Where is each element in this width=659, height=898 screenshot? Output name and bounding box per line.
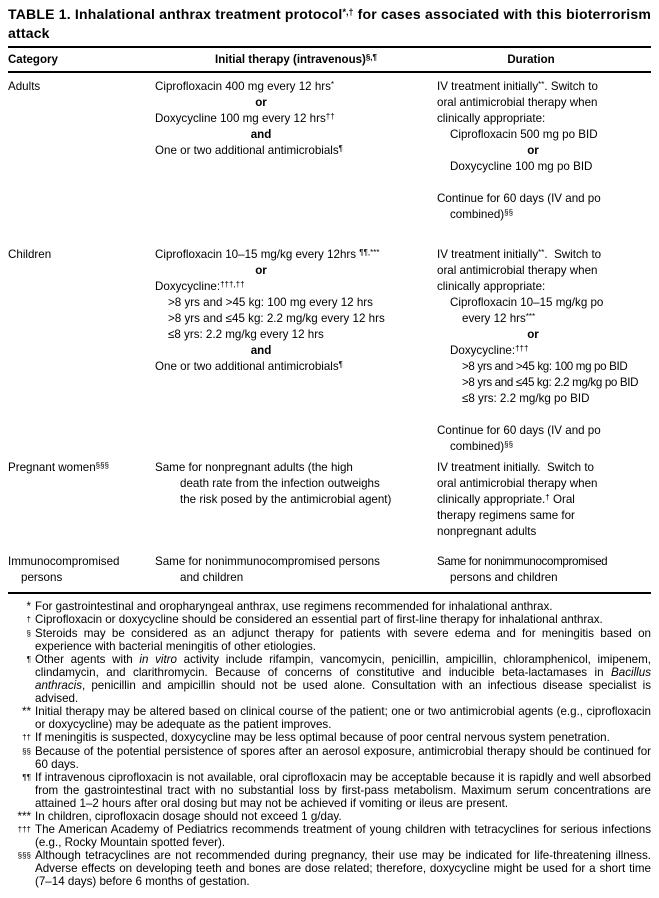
text-run: Doxycycline 100 mg every 12 hrs bbox=[155, 112, 326, 125]
superscript-marker: ¶ bbox=[338, 143, 343, 153]
table-body bbox=[8, 73, 651, 586]
text-line bbox=[155, 359, 437, 375]
text-run: IV treatment initially. Switch to bbox=[437, 461, 595, 474]
text-line bbox=[437, 143, 629, 159]
text-line bbox=[437, 570, 651, 586]
text-run: , penicillin and ampicillin should not be used alone. Consultation with an infectious disease specialist is advised. bbox=[35, 679, 651, 705]
text-run: activity include rifampin, vancomycin, penicillin, ampicillin, chloramphenicol, imipenem, clindamycin, and clarithromycin. Because of concerns of constitutive and inducible beta-lactamases in bbox=[35, 653, 651, 679]
text-line bbox=[437, 492, 651, 508]
text-run: or bbox=[255, 264, 267, 277]
text-line bbox=[437, 159, 651, 175]
text-line bbox=[437, 554, 651, 570]
text-line bbox=[155, 143, 437, 159]
text-line bbox=[437, 247, 651, 263]
footnote-marker bbox=[8, 600, 35, 613]
text-run: combined) bbox=[450, 440, 505, 453]
text-run: or bbox=[527, 328, 539, 341]
text-run: Continue for 60 days (IV and po bbox=[437, 424, 601, 437]
text-line bbox=[437, 476, 651, 492]
text-run: The American Academy of Pediatrics recommends treatment of young children with tetracyclines for serious infections (e.g., Rocky Mountain spotted fever). bbox=[35, 823, 651, 849]
text-run: Same for nonimmunocompromised persons bbox=[155, 555, 380, 568]
text-run: >8 yrs and ≤45 kg: 2.2 mg/kg po BID bbox=[462, 376, 639, 389]
cell-duration bbox=[437, 79, 651, 223]
footnote-marker bbox=[8, 745, 35, 771]
cell-category bbox=[8, 554, 155, 586]
text-run: Same for nonimmunocompromised bbox=[437, 555, 608, 568]
footnote-marker bbox=[8, 771, 35, 810]
text-run: or bbox=[527, 144, 539, 157]
superscript-marker: ** bbox=[538, 247, 545, 257]
table-row-children bbox=[8, 247, 651, 455]
text-run: ≤8 yrs: 2.2 mg/kg every 12 hrs bbox=[168, 328, 324, 341]
text-line bbox=[155, 279, 437, 295]
superscript-marker: † bbox=[545, 492, 550, 502]
cell-category bbox=[8, 79, 155, 223]
footnote-text bbox=[35, 810, 651, 823]
footnote-marker bbox=[8, 731, 35, 745]
text-run: Immunocompromised bbox=[8, 555, 120, 568]
text-line bbox=[8, 554, 155, 570]
superscript-marker: * bbox=[330, 79, 335, 89]
superscript-marker: ** bbox=[538, 79, 545, 89]
text-run: Ciprofloxacin 400 mg every 12 hrs bbox=[155, 80, 331, 93]
text-run: ≤8 yrs: 2.2 mg/kg po BID bbox=[462, 392, 590, 405]
cell-category bbox=[8, 460, 155, 540]
text-line bbox=[437, 407, 651, 423]
text-run: Pregnant women bbox=[8, 461, 96, 474]
superscript-marker: †† bbox=[325, 111, 335, 121]
footnote bbox=[8, 771, 651, 810]
footnote-text bbox=[35, 653, 651, 705]
superscript-marker: §§§ bbox=[95, 460, 110, 470]
text-run: Initial therapy (intravenous) bbox=[215, 54, 366, 66]
text-line bbox=[437, 175, 651, 191]
text-run: and bbox=[250, 128, 272, 141]
text-line bbox=[437, 327, 629, 343]
text-line bbox=[155, 311, 437, 327]
footnote-text bbox=[35, 600, 651, 613]
footnote bbox=[8, 613, 651, 627]
text-run: for cases associated with this bioterrorism attack bbox=[8, 6, 651, 41]
superscript-marker: §,¶ bbox=[365, 52, 377, 62]
text-run: oral antimicrobial therapy when bbox=[437, 264, 598, 277]
footnote-marker bbox=[8, 653, 35, 705]
text-run: Doxycycline: bbox=[155, 280, 221, 293]
footnote-text bbox=[35, 745, 651, 771]
text-run: TABLE 1. Inhalational anthrax treatment protocol bbox=[8, 6, 343, 22]
footnote-marker-glyph: † bbox=[26, 615, 31, 624]
text-run: therapy regimens same for bbox=[437, 509, 575, 522]
superscript-marker: †††,†† bbox=[220, 279, 245, 289]
footnote-text bbox=[35, 849, 651, 888]
text-line bbox=[437, 439, 651, 455]
text-line bbox=[155, 492, 437, 508]
text-line bbox=[155, 247, 437, 263]
footnote-marker-glyph: § bbox=[26, 629, 31, 638]
footnote bbox=[8, 627, 651, 653]
footnote-marker-glyph: §§ bbox=[22, 747, 31, 756]
text-run: Duration bbox=[507, 54, 555, 66]
superscript-marker: ¶ bbox=[338, 359, 343, 369]
column-header-category bbox=[8, 54, 155, 66]
text-line bbox=[437, 279, 651, 295]
text-line bbox=[437, 295, 651, 311]
text-run: Ciprofloxacin or doxycycline should be considered an essential part of first-line therapy for inhalational anthrax. bbox=[35, 613, 603, 626]
footnote bbox=[8, 653, 651, 705]
text-line bbox=[155, 79, 437, 95]
text-line bbox=[437, 263, 651, 279]
footnote-marker-glyph: ††† bbox=[17, 825, 31, 834]
text-line bbox=[8, 247, 155, 263]
footnote-marker-glyph: ** bbox=[21, 705, 31, 718]
text-line bbox=[155, 554, 437, 570]
footnote bbox=[8, 849, 651, 888]
footnote-marker bbox=[8, 613, 35, 627]
text-run: If meningitis is suspected, doxycycline may be less optimal because of poor central nervous system penetration. bbox=[35, 731, 610, 744]
footnote-marker bbox=[8, 823, 35, 849]
footnote-text bbox=[35, 627, 651, 653]
superscript-marker: §§ bbox=[504, 439, 514, 449]
footnote-text bbox=[35, 823, 651, 849]
text-run: nonpregnant adults bbox=[437, 525, 537, 538]
text-run: Same for nonpregnant adults (the high bbox=[155, 461, 353, 474]
footnote-marker-glyph: *** bbox=[17, 810, 31, 823]
text-run: Other agents with bbox=[35, 653, 140, 666]
text-run: Because of the potential persistence of spores after an aerosol exposure, antimicrobial therapy should be continued for 60 days. bbox=[35, 745, 651, 771]
superscript-marker: ¶¶,*** bbox=[359, 247, 380, 257]
cell-duration bbox=[437, 554, 651, 586]
text-run: Adults bbox=[8, 80, 41, 93]
footnote-marker bbox=[8, 705, 35, 731]
column-header-duration bbox=[437, 54, 651, 66]
text-line bbox=[155, 570, 437, 586]
text-line bbox=[437, 311, 651, 327]
text-run: Category bbox=[8, 54, 58, 66]
footnote-text bbox=[35, 731, 651, 745]
cell-duration bbox=[437, 460, 651, 540]
footnote-marker-glyph: †† bbox=[22, 733, 31, 742]
table-row-immunocompromised-persons bbox=[8, 554, 651, 586]
text-run: and bbox=[250, 344, 272, 357]
text-line bbox=[155, 460, 437, 476]
footnote-marker bbox=[8, 627, 35, 653]
cell-initial-therapy bbox=[155, 460, 437, 540]
text-line bbox=[155, 127, 367, 143]
text-line bbox=[437, 423, 651, 439]
footnote-marker-glyph: ¶ bbox=[26, 655, 31, 664]
text-run: Children bbox=[8, 248, 52, 261]
text-run: In children, ciprofloxacin dosage should not exceed 1 g/day. bbox=[35, 810, 342, 823]
text-run: the risk posed by the antimicrobial agent) bbox=[180, 493, 392, 506]
text-line bbox=[437, 524, 651, 540]
text-run: Ciprofloxacin 500 mg po BID bbox=[450, 128, 598, 141]
text-line bbox=[437, 95, 651, 111]
text-run: >8 yrs and >45 kg: 100 mg every 12 hrs bbox=[168, 296, 373, 309]
text-line bbox=[437, 207, 651, 223]
text-run: every 12 hrs bbox=[462, 312, 526, 325]
text-run: in vitro bbox=[139, 653, 177, 666]
text-line bbox=[155, 95, 367, 111]
text-run: IV treatment initially bbox=[437, 80, 539, 93]
table-title bbox=[8, 5, 651, 42]
text-run: Although tetracyclines are not recommended during pregnancy, their use may be indicated for life-threatening illness. Adverse effects on developing teeth and bones are dose related; therefore, doxycycline might be used for a short time (7–14 days) before 6 months of gestation. bbox=[35, 849, 651, 888]
cell-initial-therapy bbox=[155, 79, 437, 223]
footnote bbox=[8, 600, 651, 613]
text-run: persons bbox=[21, 571, 63, 584]
footnote-marker-glyph: §§§ bbox=[17, 851, 31, 860]
text-run: combined) bbox=[450, 208, 505, 221]
cell-category bbox=[8, 247, 155, 455]
text-run: Ciprofloxacin 10–15 mg/kg po bbox=[450, 296, 604, 309]
table-row-pregnant-women bbox=[8, 460, 651, 540]
text-run: oral antimicrobial therapy when bbox=[437, 477, 598, 490]
text-run: . Switch to bbox=[544, 248, 602, 261]
text-run: If intravenous ciprofloxacin is not available, oral ciprofloxacin may be acceptable because it is rapidly and well absorbed from the gastrointestinal tract with no substantial loss by first-pass metabolism. Maximum serum concentrations are attained 1–2 hours after oral dosing but may not be achieved if vomiting or ileus are present. bbox=[35, 771, 651, 810]
footnote bbox=[8, 745, 651, 771]
footnote-text bbox=[35, 771, 651, 810]
text-run: >8 yrs and >45 kg: 100 mg po BID bbox=[462, 360, 628, 373]
text-line bbox=[8, 570, 155, 586]
text-line bbox=[437, 111, 651, 127]
text-line bbox=[8, 460, 155, 476]
footnote bbox=[8, 731, 651, 745]
footnote-marker bbox=[8, 810, 35, 823]
text-run: clinically appropriate. bbox=[437, 493, 546, 506]
footnote-marker bbox=[8, 849, 35, 888]
text-run: One or two additional antimicrobials bbox=[155, 360, 339, 373]
text-run: . Switch to bbox=[544, 80, 598, 93]
text-run: Oral bbox=[549, 493, 575, 506]
text-line bbox=[155, 476, 437, 492]
text-line bbox=[437, 508, 651, 524]
text-line bbox=[437, 191, 651, 207]
text-run: death rate from the infection outweighs bbox=[180, 477, 380, 490]
footnote-marker-glyph: ¶¶ bbox=[22, 773, 31, 782]
footnote-text bbox=[35, 705, 651, 731]
text-run: Initial therapy may be altered based on clinical course of the patient; one or two antimicrobial agents (e.g., ciprofloxacin or doxycycline) may be adequate as the patient improves. bbox=[35, 705, 651, 731]
text-run: persons and children bbox=[450, 571, 558, 584]
text-run: Doxycycline: bbox=[450, 344, 516, 357]
text-line bbox=[437, 460, 651, 476]
text-run: >8 yrs and ≤45 kg: 2.2 mg/kg every 12 hrs bbox=[168, 312, 385, 325]
column-header-initial-therapy bbox=[155, 54, 437, 66]
text-run: One or two additional antimicrobials bbox=[155, 144, 339, 157]
text-run: clinically appropriate: bbox=[437, 280, 546, 293]
footnote-marker-glyph: * bbox=[26, 600, 31, 613]
text-run: For gastrointestinal and oropharyngeal anthrax, use regimens recommended for inhalational anthrax. bbox=[35, 600, 553, 613]
footnote bbox=[8, 810, 651, 823]
text-line bbox=[437, 127, 651, 143]
cell-initial-therapy bbox=[155, 247, 437, 455]
text-line bbox=[155, 343, 367, 359]
text-line bbox=[437, 375, 651, 391]
superscript-marker: *** bbox=[525, 311, 536, 321]
table-header-row bbox=[8, 48, 651, 71]
text-line bbox=[155, 111, 437, 127]
cell-duration bbox=[437, 247, 651, 455]
text-line bbox=[437, 79, 651, 95]
superscript-marker: §§ bbox=[504, 207, 514, 217]
text-run: clinically appropriate: bbox=[437, 112, 546, 125]
text-run: Bacillus anthracis bbox=[35, 666, 651, 692]
footnote bbox=[8, 705, 651, 731]
text-run: Doxycycline 100 mg po BID bbox=[450, 160, 593, 173]
text-line bbox=[437, 359, 651, 375]
text-line bbox=[155, 327, 437, 343]
text-line bbox=[8, 79, 155, 95]
footnote bbox=[8, 823, 651, 849]
superscript-marker: ††† bbox=[515, 343, 529, 353]
superscript-marker: *,† bbox=[342, 7, 354, 17]
text-run: Steroids may be considered as an adjunct therapy for patients with severe edema and for meningitis based on experience with bacterial meningitis of other etiologies. bbox=[35, 627, 651, 653]
text-line bbox=[155, 263, 367, 279]
footnotes-section bbox=[8, 594, 651, 888]
text-run: oral antimicrobial therapy when bbox=[437, 96, 598, 109]
text-line bbox=[155, 295, 437, 311]
text-run: IV treatment initially bbox=[437, 248, 539, 261]
text-run: and children bbox=[180, 571, 244, 584]
text-run: Continue for 60 days (IV and po bbox=[437, 192, 601, 205]
text-line bbox=[437, 391, 651, 407]
cell-initial-therapy bbox=[155, 554, 437, 586]
text-run: or bbox=[255, 96, 267, 109]
text-run: Ciprofloxacin 10–15 mg/kg every 12hrs bbox=[155, 248, 360, 261]
footnote-text bbox=[35, 613, 651, 627]
table-row-adults bbox=[8, 79, 651, 223]
text-line bbox=[437, 343, 651, 359]
